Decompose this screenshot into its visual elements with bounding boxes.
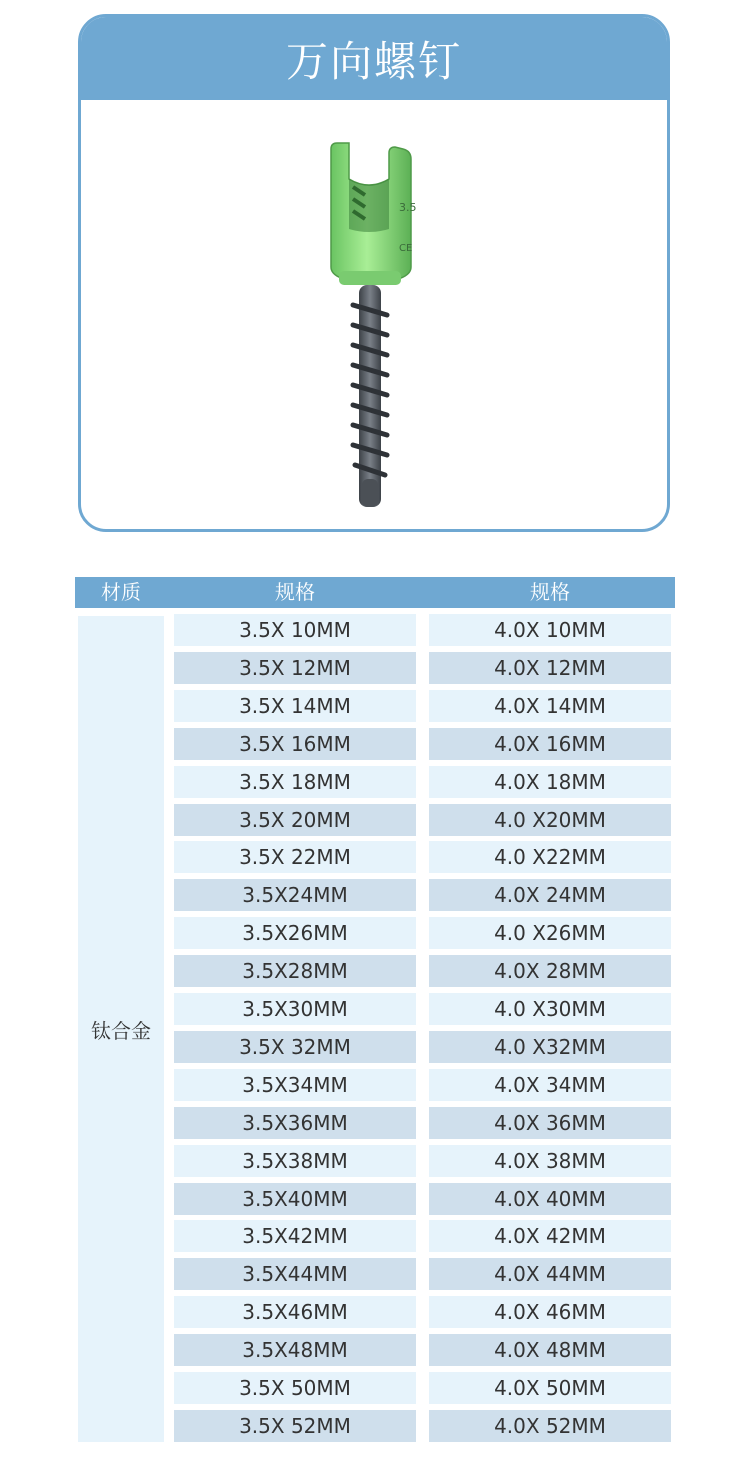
spec-cell-40: 4.0 X20MM <box>429 804 671 836</box>
spec-cell-35: 3.5X30MM <box>174 993 416 1025</box>
spec-cell-35: 3.5X24MM <box>174 879 416 911</box>
spec-cell-35: 3.5X 14MM <box>174 690 416 722</box>
spec-cell-35: 3.5X46MM <box>174 1296 416 1328</box>
spec-cell-40: 4.0X 36MM <box>429 1107 671 1139</box>
header-spec-b: 规格 <box>530 580 570 604</box>
spec-cell-40: 4.0X 44MM <box>429 1258 671 1290</box>
header-material: 材质 <box>101 580 141 604</box>
spec-cell-40: 4.0X 40MM <box>429 1183 671 1215</box>
spec-cell-35: 3.5X26MM <box>174 917 416 949</box>
table-header <box>75 577 675 608</box>
spec-cell-35: 3.5X42MM <box>174 1220 416 1252</box>
spec-cell-35: 3.5X 12MM <box>174 652 416 684</box>
spec-cell-40: 4.0X 16MM <box>429 728 671 760</box>
spec-cell-35: 3.5X 22MM <box>174 841 416 873</box>
spec-cell-35: 3.5X 10MM <box>174 614 416 646</box>
spec-cell-35: 3.5X44MM <box>174 1258 416 1290</box>
spec-cell-40: 4.0 X22MM <box>429 841 671 873</box>
spec-cell-40: 4.0X 28MM <box>429 955 671 987</box>
spec-cell-40: 4.0X 10MM <box>429 614 671 646</box>
spec-cell-40: 4.0X 42MM <box>429 1220 671 1252</box>
svg-text:3.5: 3.5 <box>399 201 417 214</box>
spec-cell-35: 3.5X48MM <box>174 1334 416 1366</box>
spec-cell-40: 4.0X 52MM <box>429 1410 671 1442</box>
spec-cell-35: 3.5X 20MM <box>174 804 416 836</box>
spec-cell-40: 4.0X 48MM <box>429 1334 671 1366</box>
product-title: 万向螺钉 <box>81 17 667 100</box>
spec-cell-40: 4.0X 34MM <box>429 1069 671 1101</box>
spec-cell-35: 3.5X36MM <box>174 1107 416 1139</box>
spec-cell-40: 4.0X 46MM <box>429 1296 671 1328</box>
spec-cell-40: 4.0 X26MM <box>429 917 671 949</box>
spec-cell-35: 3.5X40MM <box>174 1183 416 1215</box>
spec-cell-35: 3.5X38MM <box>174 1145 416 1177</box>
spec-cell-35: 3.5X 18MM <box>174 766 416 798</box>
spec-cell-40: 4.0X 24MM <box>429 879 671 911</box>
polyaxial-screw-icon <box>319 139 419 509</box>
spec-cell-35: 3.5X 16MM <box>174 728 416 760</box>
spec-cell-40: 4.0X 18MM <box>429 766 671 798</box>
material-cell: 钛合金 <box>78 616 164 1442</box>
spec-cell-40: 4.0X 14MM <box>429 690 671 722</box>
spec-cell-40: 4.0X 12MM <box>429 652 671 684</box>
spec-cell-35: 3.5X 50MM <box>174 1372 416 1404</box>
product-card <box>78 14 670 532</box>
spec-cell-40: 4.0 X30MM <box>429 993 671 1025</box>
spec-cell-35: 3.5X34MM <box>174 1069 416 1101</box>
header-spec-a: 规格 <box>275 580 315 604</box>
spec-cell-35: 3.5X28MM <box>174 955 416 987</box>
spec-cell-35: 3.5X 32MM <box>174 1031 416 1063</box>
spec-cell-40: 4.0 X32MM <box>429 1031 671 1063</box>
spec-cell-35: 3.5X 52MM <box>174 1410 416 1442</box>
spec-cell-40: 4.0X 50MM <box>429 1372 671 1404</box>
spec-cell-40: 4.0X 38MM <box>429 1145 671 1177</box>
svg-text:CE: CE <box>399 243 413 254</box>
